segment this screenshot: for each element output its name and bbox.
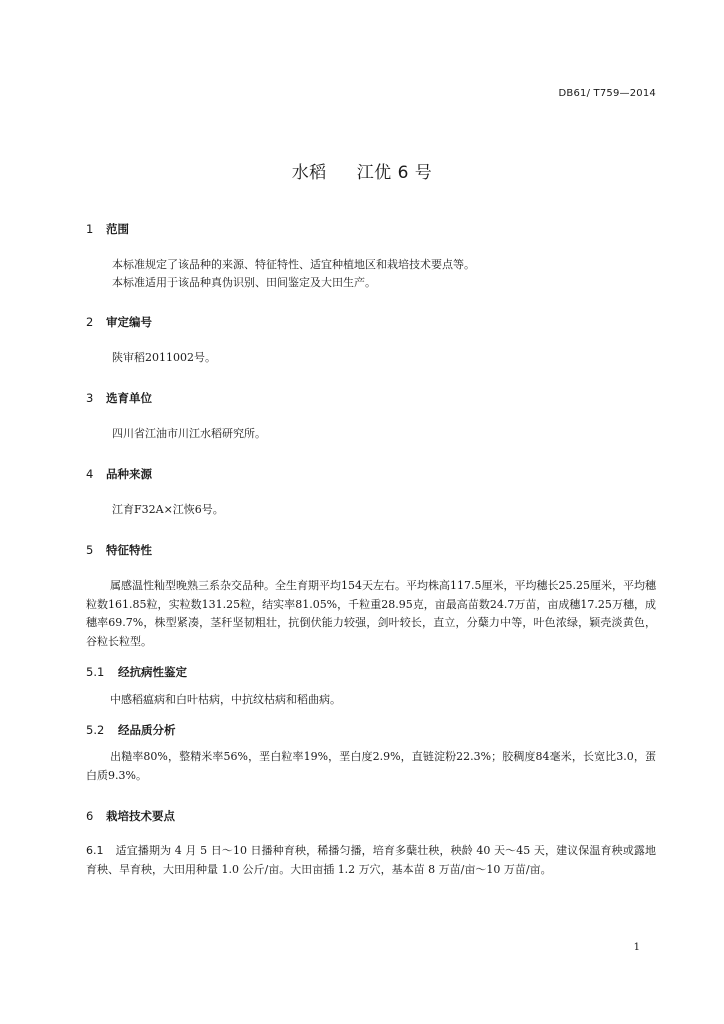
section-1-line-2: 本标准适用于该品种真伪识别、田间鉴定及大田生产。: [112, 276, 376, 289]
section-5-1-paragraph: 中感稻瘟病和白叶枯病，中抗纹枯病和稻曲病。: [110, 693, 341, 706]
section-5-paragraph: 属感温性籼型晚熟三系杂交品种。全生育期平均154天左右。平均株高117.5厘米，平均穗长25.25厘米，平均穗粒数161.85粒，实粒数131.25粒，结实率81.05%，千粒重28.95克，亩最高苗数24.7万苗，亩成穗17.25万穗，成穗率69.7%，株型紧凑，茎秆坚韧粗壮，抗倒伏能力较强，剑叶较长，直立，分蘖力中等，叶色浓绿，颖壳淡黄色，谷粒长粒型。: [86, 579, 656, 648]
section-heading-3: 3 选育单位: [86, 391, 152, 405]
section-2-line-1: 陕审稻2011002号。: [112, 351, 216, 364]
section-5-2-paragraph: 出糙率80%，整精米率56%，垩白粒率19%，垩白度2.9%，直链淀粉22.3%；胶稠度84毫米，长宽比3.0，蛋白质9.3%。: [86, 750, 656, 782]
section-heading-6: 6 栽培技术要点: [86, 809, 175, 823]
section-4-line-1: 江育F32A×江恢6号。: [112, 503, 224, 516]
section-heading-1: 1 范围: [86, 222, 129, 236]
document-title: [0, 158, 724, 183]
standard-code: DB61/ T759—2014: [558, 88, 656, 99]
page-number: 1: [633, 942, 640, 953]
section-heading-5-1: 5.1 经抗病性鉴定: [86, 665, 187, 679]
section-heading-5-2: 5.2 经品质分析: [86, 723, 176, 737]
section-heading-4: 4 品种来源: [86, 467, 152, 481]
section-heading-5: 5 特征特性: [86, 543, 152, 557]
title-crop: 水稻: [291, 163, 327, 183]
section-1-line-1: 本标准规定了该品种的来源、特征特性、适宜种植地区和栽培技术要点等。: [112, 258, 475, 271]
section-3-line-1: 四川省江油市川江水稻研究所。: [112, 427, 266, 440]
section-heading-2: 2 审定编号: [86, 315, 152, 329]
title-variety: 江优 6 号: [356, 163, 433, 183]
section-6-1-paragraph: 6.1 适宜播期为 4 月 5 日～10 日播种育秧，稀播匀播，培育多蘖壮秧，秧龄 40 天～45 天，建议保温育秧或露地育秧、旱育秧，大田用种量 1.0 公斤/亩。大田亩插 1.2 万穴，基本苗 8 万苗/亩～10 万苗/亩。: [86, 844, 656, 876]
